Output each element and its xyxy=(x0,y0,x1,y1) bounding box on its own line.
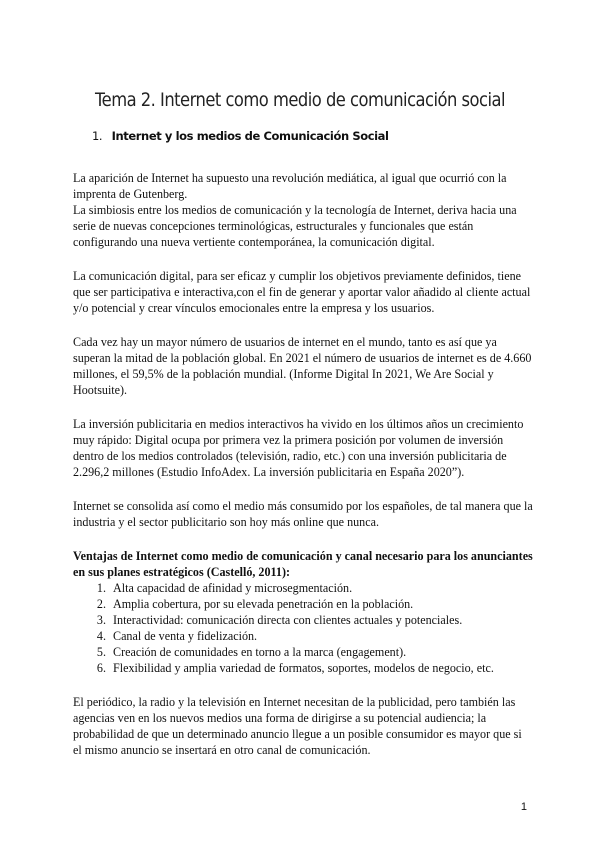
document-body xyxy=(73,170,533,776)
page-title: Tema 2. Internet como medio de comunicación social xyxy=(94,88,506,111)
paragraph-gutenberg: La aparición de Internet ha supuesto una revolución mediática, al igual que ocurrió con la imprenta de Gutenberg. xyxy=(73,171,507,201)
list-item: 2. Amplia cobertura, por su elevada penetración en la población. xyxy=(109,596,533,612)
list-item: 4. Canal de venta y fidelización. xyxy=(109,628,533,644)
paragraph-inversion: La inversión publicitaria en medios interactivos ha vivido en los últimos años un crecimiento muy rápido: Digital ocupa por primera vez la primera posición por volumen de inversión dentro de los medios controlados (televisión, radio, etc.) con una inversión publicitaria de 2.296,2 millones (Estudio InfoAdex. La inversión publicitaria en España 2020”). xyxy=(73,417,524,479)
paragraph-potencial: y/o potencial y crear vínculos emocionales entre la empresa y los usuarios. xyxy=(73,301,435,315)
page-number: 1 xyxy=(520,801,527,813)
paragraph-comunicacion-digital: La comunicación digital, para ser eficaz y cumplir los objetivos previamente definidos, tiene que ser participativa e interactiva,con el fin de generar y aportar valor añadido al cliente actual xyxy=(73,269,531,299)
list-item: 1. Alta capacidad de afinidad y microsegmentación. xyxy=(109,580,533,596)
section-heading-text: Internet y los medios de Comunicación Social xyxy=(111,129,389,143)
list-item: 5. Creación de comunidades en torno a la marca (engagement). xyxy=(109,644,533,660)
ventajas-list xyxy=(73,580,533,676)
section-heading xyxy=(92,129,389,143)
list-item: 6. Flexibilidad y amplia variedad de formatos, soportes, modelos de negocio, etc. xyxy=(109,660,533,676)
paragraph-usuarios: Cada vez hay un mayor número de usuarios de internet en el mundo, tanto es así que ya superan la mitad de la población global. En 2021 el número de usuarios de internet es de 4.660 millones, el 59,5% de la población mundial. (Informe Digital In 2021, We Are Social y Hootsuite). xyxy=(73,335,532,397)
paragraph-group-1 xyxy=(73,170,533,250)
paragraph-consolida: Internet se consolida así como el medio más consumido por los españoles, de tal manera que la industria y el sector publicitario son hoy más online que nunca. xyxy=(73,499,533,529)
ventajas-title: Ventajas de Internet como medio de comunicación y canal necesario para los anunciantes en sus planes estratégicos (Castelló, 2011): xyxy=(73,549,533,579)
paragraph-simbiosis: La simbiosis entre los medios de comunicación y la tecnología de Internet, deriva hacia una serie de nuevas concepciones terminológicas, estructurales y funcionales que están configurando una nueva vertiente contemporánea, la comunicación digital. xyxy=(73,203,517,249)
paragraph-closing: El periódico, la radio y la televisión en Internet necesitan de la publicidad, pero también las agencias ven en los nuevos medios una forma de dirigirse a su potencial audiencia; la probabilidad de que un determinado anuncio llegue a un posible consumidor es mayor que si el mismo anuncio se insertará en otro canal de comunicación. xyxy=(73,695,522,757)
section-number: 1. xyxy=(92,129,103,143)
list-item: 3. Interactividad: comunicación directa con clientes actuales y potenciales. xyxy=(109,612,533,628)
paragraph-group-2 xyxy=(73,268,533,316)
